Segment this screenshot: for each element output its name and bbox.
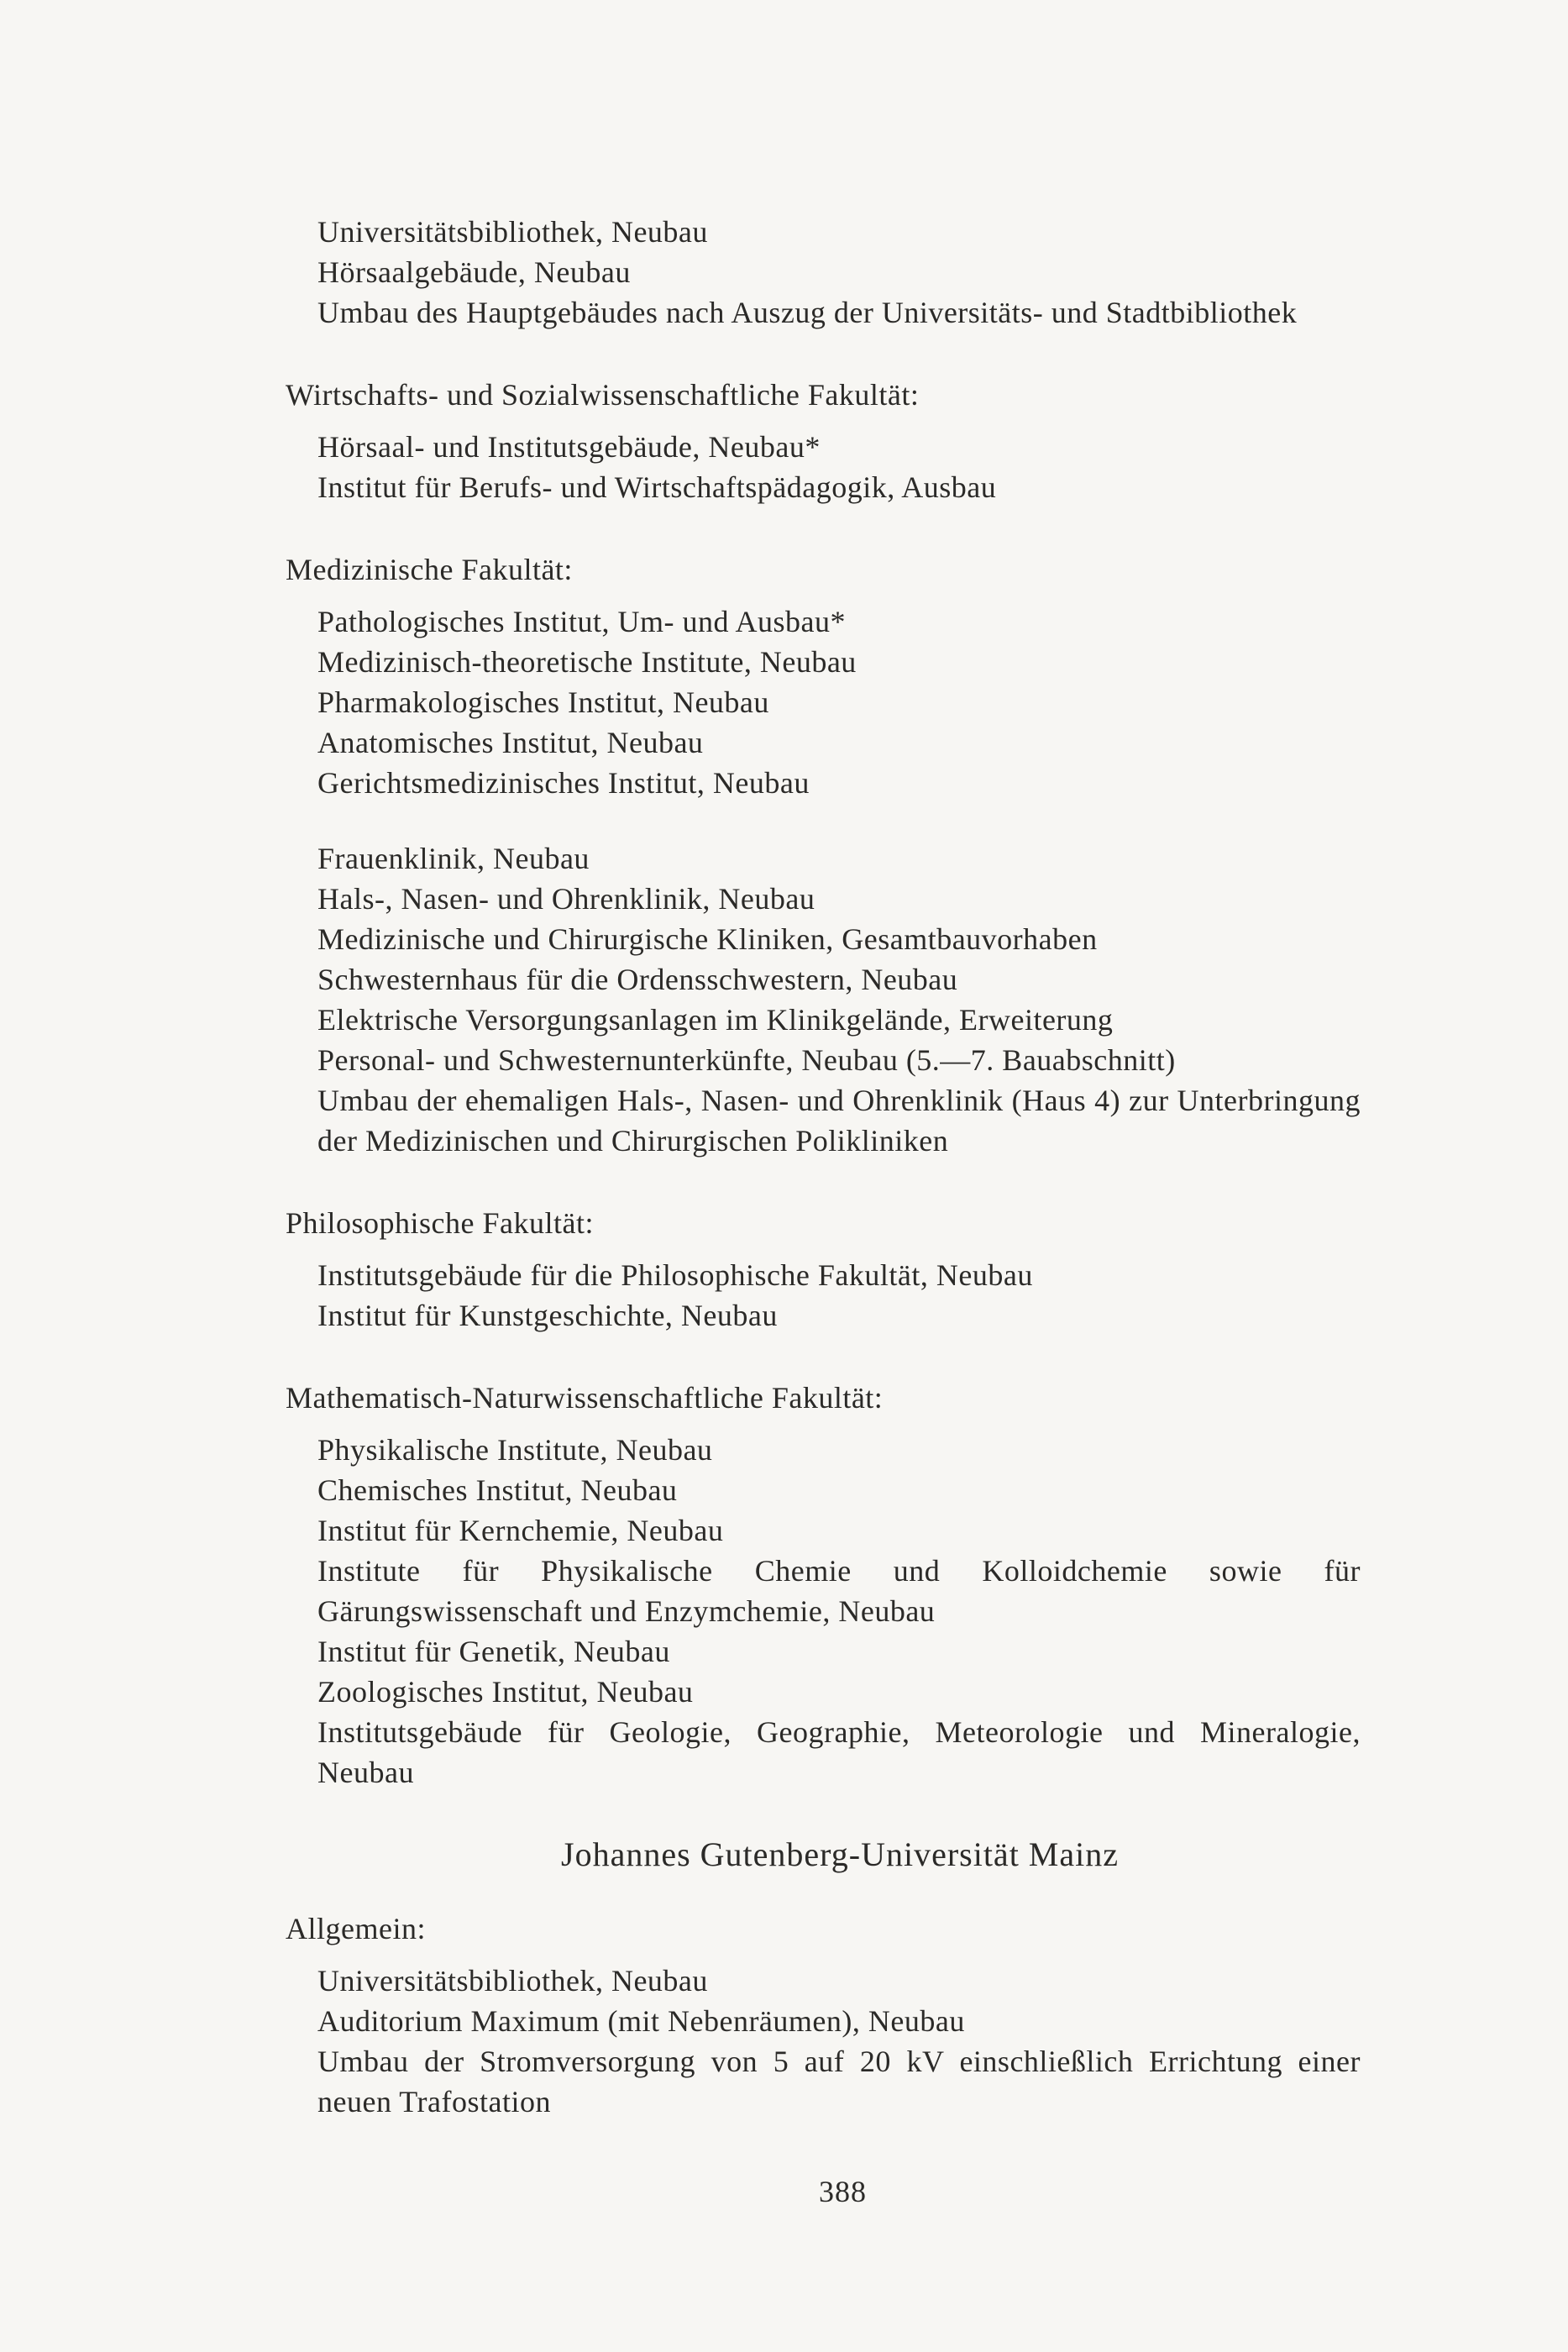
institution-title: Johannes Gutenberg-Universität Mainz — [561, 1835, 1119, 1873]
list-item: Gerichtsmedizinisches Institut, Neubau — [317, 766, 810, 800]
list-item: Institute für Physikalische Chemie und Kolloidchemie sowie für Gärungswissenschaft und Enzymchemie, Neubau — [317, 1554, 1361, 1628]
section-heading: Medizinische Fakultät: — [286, 553, 573, 586]
section-heading: Mathematisch-Naturwissenschaftliche Fakultät: — [286, 1381, 884, 1415]
list-item: Chemisches Institut, Neubau — [317, 1473, 678, 1507]
list-item: Institut für Genetik, Neubau — [317, 1635, 670, 1668]
section-medizin — [286, 549, 1361, 1161]
list-item: Institutsgebäude für die Philosophische Fakultät, Neubau — [317, 1258, 1033, 1292]
list-item: Umbau der Stromversorgung von 5 auf 20 kV einschließlich Errichtung einer neuen Trafostation — [317, 2045, 1361, 2118]
list-item: Hals-, Nasen- und Ohrenklinik, Neubau — [317, 882, 815, 916]
section-heading: Allgemein: — [286, 1912, 426, 1945]
page-content — [286, 212, 1361, 2122]
section-mainz-allgemein — [286, 1908, 1361, 2122]
section-heading: Philosophische Fakultät: — [286, 1206, 594, 1240]
list-item: Auditorium Maximum (mit Nebenräumen), Neubau — [317, 2004, 965, 2038]
list-item: Schwesternhaus für die Ordensschwestern, Neubau — [317, 963, 958, 996]
top-list — [286, 212, 1361, 333]
list-item: Pathologisches Institut, Um- und Ausbau* — [317, 605, 846, 638]
page-number: 388 — [819, 2175, 867, 2208]
list-item: Pharmakologisches Institut, Neubau — [317, 685, 769, 719]
list-item: Hörsaalgebäude, Neubau — [317, 255, 631, 289]
list-item: Institut für Kernchemie, Neubau — [317, 1514, 724, 1547]
list-item: Universitätsbibliothek, Neubau — [317, 215, 708, 249]
list-item: Physikalische Institute, Neubau — [317, 1433, 713, 1467]
list-item: Elektrische Versorgungsanlagen im Klinikgelände, Erweiterung — [317, 1003, 1114, 1037]
list-item: Institutsgebäude für Geologie, Geographie, Meteorologie und Mineralogie, Neubau — [317, 1715, 1361, 1789]
list-item: Universitätsbibliothek, Neubau — [317, 1964, 708, 1998]
list-item: Institut für Kunstgeschichte, Neubau — [317, 1299, 778, 1332]
list-item: Umbau des Hauptgebäudes nach Auszug der Universitäts- und Stadtbibliothek — [317, 296, 1298, 329]
list-item: Frauenklinik, Neubau — [317, 842, 590, 875]
list-item: Umbau der ehemaligen Hals-, Nasen- und Ohrenklinik (Haus 4) zur Unterbringung der Medizinischen und Chirurgischen Polikliniken — [317, 1084, 1361, 1158]
list-item: Anatomisches Institut, Neubau — [317, 726, 704, 759]
list-item: Zoologisches Institut, Neubau — [317, 1675, 694, 1709]
list-item: Institut für Berufs- und Wirtschaftspädagogik, Ausbau — [317, 470, 997, 504]
list-item: Hörsaal- und Institutsgebäude, Neubau* — [317, 430, 821, 464]
section-mathnat — [286, 1378, 1361, 1793]
section-wiso — [286, 375, 1361, 507]
list-item: Medizinisch-theoretische Institute, Neubau — [317, 645, 857, 679]
list-item: Personal- und Schwesternunterkünfte, Neubau (5.—7. Bauabschnitt) — [317, 1043, 1176, 1077]
list-item: Medizinische und Chirurgische Kliniken, Gesamtbauvorhaben — [317, 922, 1098, 956]
section-heading: Wirtschafts- und Sozialwissenschaftliche Fakultät: — [286, 378, 920, 412]
section-philosophie — [286, 1203, 1361, 1336]
